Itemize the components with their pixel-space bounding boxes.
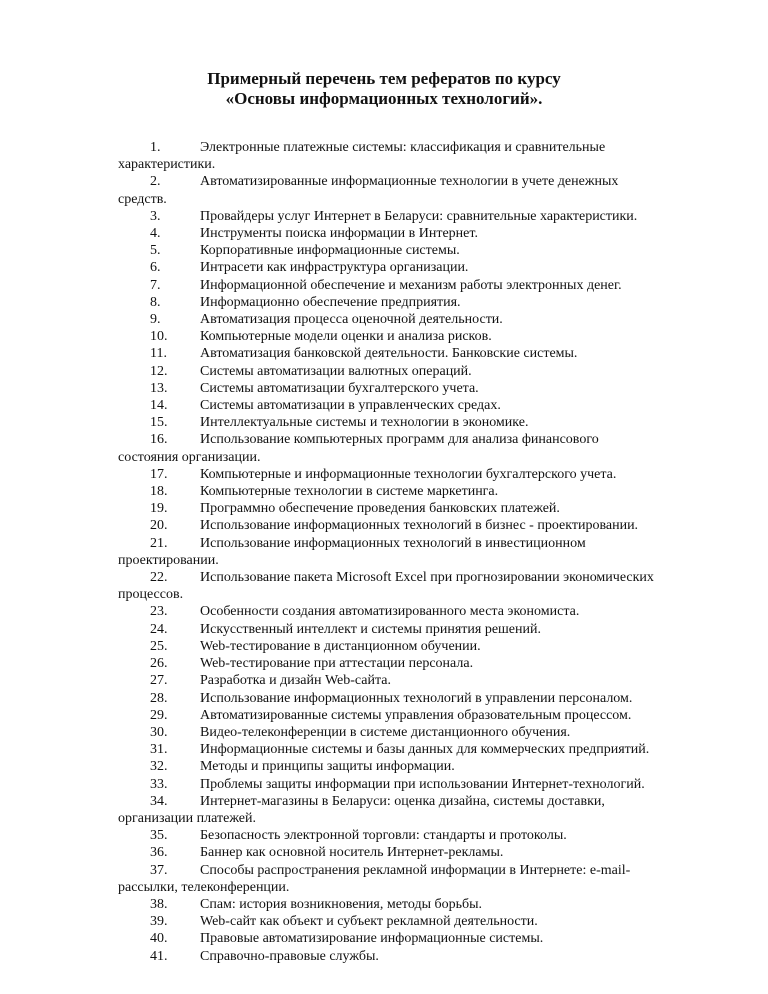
list-item-continuation: рассылки, телеконференции. [118,879,290,895]
list-item [118,225,718,242]
list-item [118,517,718,534]
list-item [118,328,718,345]
list-item-number: 20. [150,518,168,534]
list-item-continuation: проектировании. [118,552,219,568]
list-item [118,259,718,276]
list-item [118,827,718,844]
page-title-line-2: «Основы информационных технологий». [225,89,543,108]
list-item-number: 30. [150,724,168,740]
list-item-number: 39. [150,914,168,930]
list-item-number: 15. [150,415,168,431]
list-item-text: Компьютерные модели оценки и анализа рисков. [200,329,492,345]
list-item-number: 27. [150,673,168,689]
list-item-number: 29. [150,707,168,723]
list-item [118,466,718,483]
list-item-text: Компьютерные технологии в системе маркетинга. [200,484,499,500]
list-item-text: Системы автоматизации в управленческих средах. [200,398,501,414]
list-item-number: 19. [150,501,168,517]
list-item-number: 41. [150,948,168,964]
list-item [118,173,718,190]
list-item [118,948,718,965]
list-item-text: Методы и принципы защиты информации. [200,759,455,775]
list-item [118,690,718,707]
list-item [118,311,718,328]
list-item [118,345,718,362]
list-item-number: 4. [150,226,161,242]
list-item-number: 35. [150,828,168,844]
list-item-text: Способы распространения рекламной информации в Интернете: e-mail- [200,862,631,878]
list-item-number: 10. [150,329,168,345]
list-item-text: Безопасность электронной торговли: стандарты и протоколы. [200,828,567,844]
list-item-continuation: средств. [118,191,167,207]
list-item-number: 40. [150,931,168,947]
list-item [118,672,718,689]
list-item-text: Программно обеспечение проведения банковских платежей. [200,501,560,517]
list-item-text: Провайдеры услуг Интернет в Беларуси: сравнительные характеристики. [200,208,638,224]
list-item-number: 33. [150,776,168,792]
list-item-number: 2. [150,174,161,190]
list-item [118,603,718,620]
list-item-text: Использование пакета Microsoft Excel при прогнозировании экономических [200,570,654,586]
list-item-number: 7. [150,277,161,293]
topic-list [118,139,718,965]
list-item-text: Использование компьютерных программ для анализа финансового [200,432,599,448]
list-item-number: 26. [150,656,168,672]
list-item-number: 6. [150,260,161,276]
list-item-text: Системы автоматизации валютных операций. [200,363,472,379]
list-item-text: Информационной обеспечение и механизм работы электронных денег. [200,277,622,293]
list-item-text: Инструменты поиска информации в Интернет. [200,226,478,242]
list-item-text: Справочно-правовые службы. [200,948,379,964]
list-item-text: Web-тестирование при аттестации персонала. [200,656,474,672]
list-item-text: Информационные системы и базы данных для коммерческих предприятий. [200,742,650,758]
list-item-number: 5. [150,243,161,259]
list-item-number: 32. [150,759,168,775]
list-item-continuation: состояния организации. [118,449,261,465]
list-item-text: Использование информационных технологий в управлении персоналом. [200,690,633,706]
list-item-text: Автоматизация банковской деятельности. Банковские системы. [200,346,578,362]
list-item [118,380,718,397]
list-item-number: 8. [150,294,161,310]
list-item-number: 12. [150,363,168,379]
list-item-text: Корпоративные информационные системы. [200,243,460,259]
list-item-text: Видео-телеконференции в системе дистанционного обучения. [200,724,571,740]
list-item-number: 17. [150,466,168,482]
list-item-number: 13. [150,380,168,396]
page-title-line-1: Примерный перечень тем рефератов по курсу [207,69,561,88]
list-item [118,862,718,879]
list-item [118,500,718,517]
list-item-number: 38. [150,896,168,912]
list-item-text: Проблемы защиты информации при использовании Интернет-технологий. [200,776,645,792]
list-item [118,793,718,810]
list-item [118,621,718,638]
list-item-number: 9. [150,312,161,328]
list-item-text: Информационно обеспечение предприятия. [200,294,461,310]
list-item-text: Разработка и дизайн Web-сайта. [200,673,392,689]
list-item-text: Искусственный интеллект и системы принятия решений. [200,621,541,637]
list-item-text: Спам: история возникновения, методы борьбы. [200,896,483,912]
list-item-number: 21. [150,535,168,551]
list-item [118,242,718,259]
list-item-number: 37. [150,862,168,878]
list-item [118,638,718,655]
list-item-number: 11. [150,346,167,362]
list-item-text: Компьютерные и информационные технологии бухгалтерского учета. [200,466,617,482]
list-item-text: Системы автоматизации бухгалтерского учета. [200,380,479,396]
list-item-number: 34. [150,793,168,809]
list-item-number: 22. [150,570,168,586]
list-item-text: Правовые автоматизирование информационные системы. [200,931,544,947]
list-item [118,139,718,156]
list-item [118,414,718,431]
list-item-text: Web-сайт как объект и субъект рекламной деятельности. [200,914,538,930]
list-item [118,397,718,414]
list-item [118,294,718,311]
list-item-number: 14. [150,398,168,414]
list-item [118,844,718,861]
list-item-text: Автоматизированные системы управления образовательным процессом. [200,707,632,723]
list-item-number: 3. [150,208,161,224]
list-item [118,896,718,913]
list-item-text: Электронные платежные системы: классификация и сравнительные [200,140,606,155]
list-item-text: Интрасети как инфраструктура организации. [200,260,469,276]
list-item-continuation: характеристики. [118,157,216,173]
list-item [118,277,718,294]
list-item-text: Интернет-магазины в Беларуси: оценка дизайна, системы доставки, [200,793,605,809]
list-item-text: Использование информационных технологий в инвестиционном [200,535,586,551]
list-item-continuation: организации платежей. [118,810,257,826]
list-item [118,930,718,947]
list-item [118,724,718,741]
list-item-text: Интеллектуальные системы и технологии в экономике. [200,415,529,431]
list-item-number: 36. [150,845,168,861]
list-item [118,655,718,672]
list-item [118,741,718,758]
list-item [118,707,718,724]
list-item [118,758,718,775]
list-item-number: 16. [150,432,168,448]
list-item-number: 23. [150,604,168,620]
list-item [118,208,718,225]
list-item [118,535,718,552]
list-item-text: Автоматизация процесса оценочной деятельности. [200,312,503,328]
list-item [118,483,718,500]
list-item-continuation: процессов. [118,587,184,603]
list-item-number: 24. [150,621,168,637]
list-item-number: 28. [150,690,168,706]
list-item-text: Web-тестирование в дистанционном обучении. [200,638,481,654]
list-item [118,913,718,930]
list-item-text: Автоматизированные информационные технологии в учете денежных [200,174,619,190]
list-item [118,569,718,586]
list-item-number: 1. [150,140,161,155]
list-item-text: Использование информационных технологий в бизнес - проектировании. [200,518,639,534]
list-item-text: Баннер как основной носитель Интернет-рекламы. [200,845,504,861]
list-item [118,776,718,793]
list-item-number: 31. [150,742,168,758]
list-item [118,431,718,448]
list-item-number: 18. [150,484,168,500]
list-item-number: 25. [150,638,168,654]
list-item-text: Особенности создания автоматизированного места экономиста. [200,604,580,620]
list-item [118,363,718,380]
